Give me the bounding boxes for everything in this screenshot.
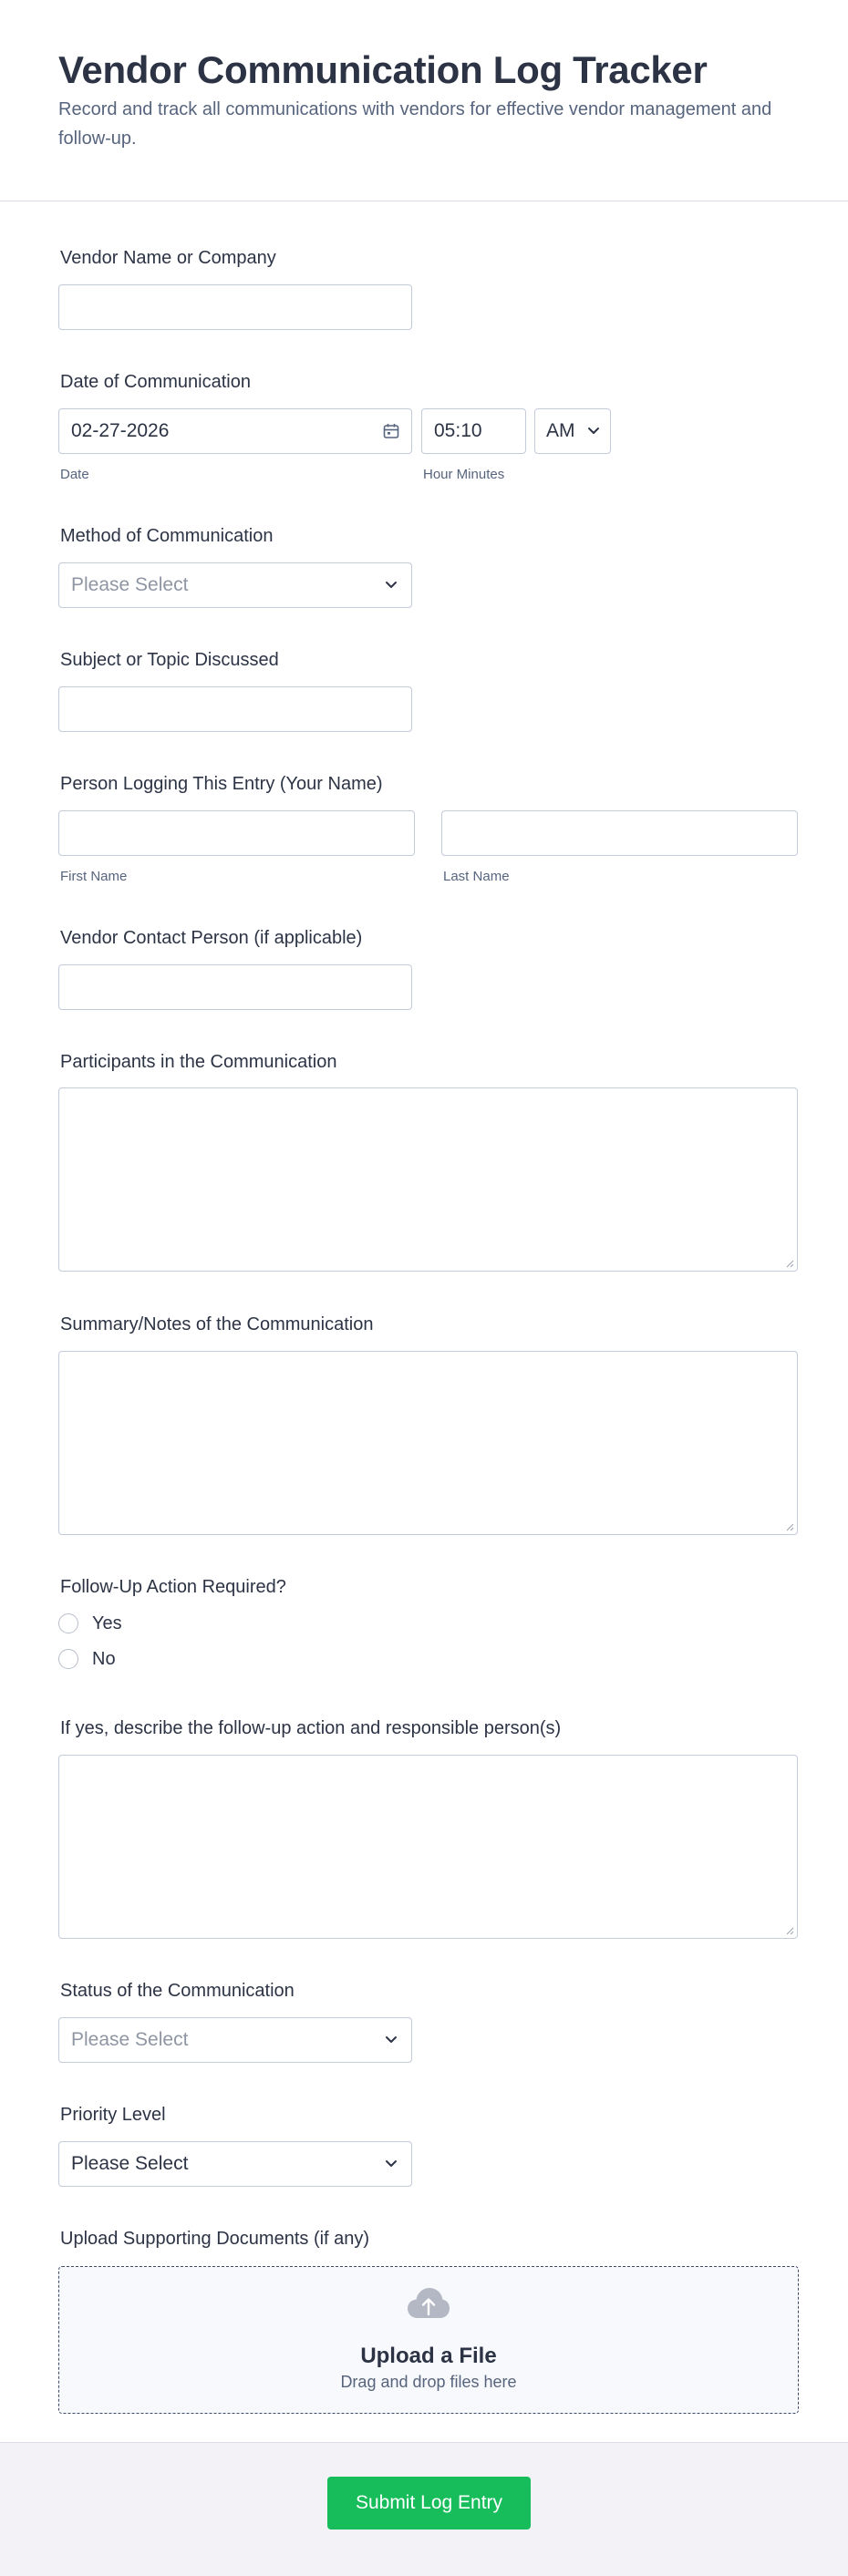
follow-up-yes-label[interactable]: Yes xyxy=(92,1613,122,1633)
page-title: Vendor Communication Log Tracker xyxy=(58,48,708,91)
person-logging-label: Person Logging This Entry (Your Name) xyxy=(60,774,383,794)
follow-up-desc-textarea[interactable] xyxy=(58,1755,798,1939)
resize-handle-icon[interactable] xyxy=(785,1259,794,1268)
priority-label: Priority Level xyxy=(60,2105,166,2125)
upload-title: Upload a File xyxy=(360,2344,497,2368)
date-label: Date of Communication xyxy=(60,372,251,392)
subject-value xyxy=(59,698,71,719)
last-name-sublabel: Last Name xyxy=(443,869,510,884)
participants-label: Participants in the Communication xyxy=(60,1052,337,1072)
vendor-contact-value xyxy=(59,976,71,997)
last-name-input[interactable] xyxy=(441,810,798,856)
summary-label: Summary/Notes of the Communication xyxy=(60,1314,374,1334)
time-sublabel: Hour Minutes xyxy=(423,467,505,482)
first-name-input[interactable] xyxy=(58,810,415,856)
follow-up-label: Follow-Up Action Required? xyxy=(60,1577,286,1597)
time-value: 05:10 xyxy=(434,420,482,441)
priority-value: Please Select xyxy=(71,2153,189,2174)
method-select[interactable] xyxy=(58,562,412,608)
method-placeholder: Please Select xyxy=(71,574,189,595)
follow-up-no-radio[interactable] xyxy=(58,1649,78,1669)
calendar-icon[interactable] xyxy=(382,422,400,445)
page-subtitle: Record and track all communications with vendors for effective vendor management and follow-up. xyxy=(58,99,772,149)
subject-input[interactable] xyxy=(58,686,412,732)
vendor-contact-label: Vendor Contact Person (if applicable) xyxy=(60,928,363,948)
cloud-upload-icon xyxy=(407,2287,450,2322)
follow-up-no-label[interactable]: No xyxy=(92,1649,116,1669)
status-label: Status of the Communication xyxy=(60,1981,295,2001)
vendor-name-label: Vendor Name or Company xyxy=(60,248,276,268)
status-placeholder: Please Select xyxy=(71,2029,189,2050)
upload-label: Upload Supporting Documents (if any) xyxy=(60,2229,370,2249)
vendor-name-input[interactable] xyxy=(58,284,412,330)
submit-button[interactable]: Submit Log Entry xyxy=(327,2477,531,2530)
summary-textarea[interactable] xyxy=(58,1351,798,1535)
ampm-select[interactable] xyxy=(534,408,611,454)
date-input[interactable] xyxy=(58,408,412,454)
chevron-down-icon xyxy=(384,577,398,592)
status-select[interactable] xyxy=(58,2017,412,2063)
time-input[interactable] xyxy=(421,408,526,454)
date-value: 02-27-2026 xyxy=(71,420,170,441)
vendor-contact-input[interactable] xyxy=(58,964,412,1010)
chevron-down-icon xyxy=(586,423,601,438)
resize-handle-icon[interactable] xyxy=(785,1522,794,1531)
file-upload-dropzone[interactable] xyxy=(58,2266,799,2414)
follow-up-yes-radio[interactable] xyxy=(58,1613,78,1633)
chevron-down-icon xyxy=(384,2156,398,2170)
subject-label: Subject or Topic Discussed xyxy=(60,650,279,670)
method-label: Method of Communication xyxy=(60,526,274,546)
follow-up-desc-label: If yes, describe the follow-up action and responsible person(s) xyxy=(60,1718,562,1738)
vendor-name-value xyxy=(59,296,71,317)
first-name-sublabel: First Name xyxy=(60,869,128,884)
upload-subtitle: Drag and drop files here xyxy=(340,2373,517,2391)
date-sublabel: Date xyxy=(60,467,89,482)
chevron-down-icon xyxy=(384,2032,398,2046)
resize-handle-icon[interactable] xyxy=(785,1926,794,1935)
priority-select[interactable] xyxy=(58,2141,412,2187)
ampm-value: AM xyxy=(546,420,575,441)
participants-textarea[interactable] xyxy=(58,1087,798,1272)
